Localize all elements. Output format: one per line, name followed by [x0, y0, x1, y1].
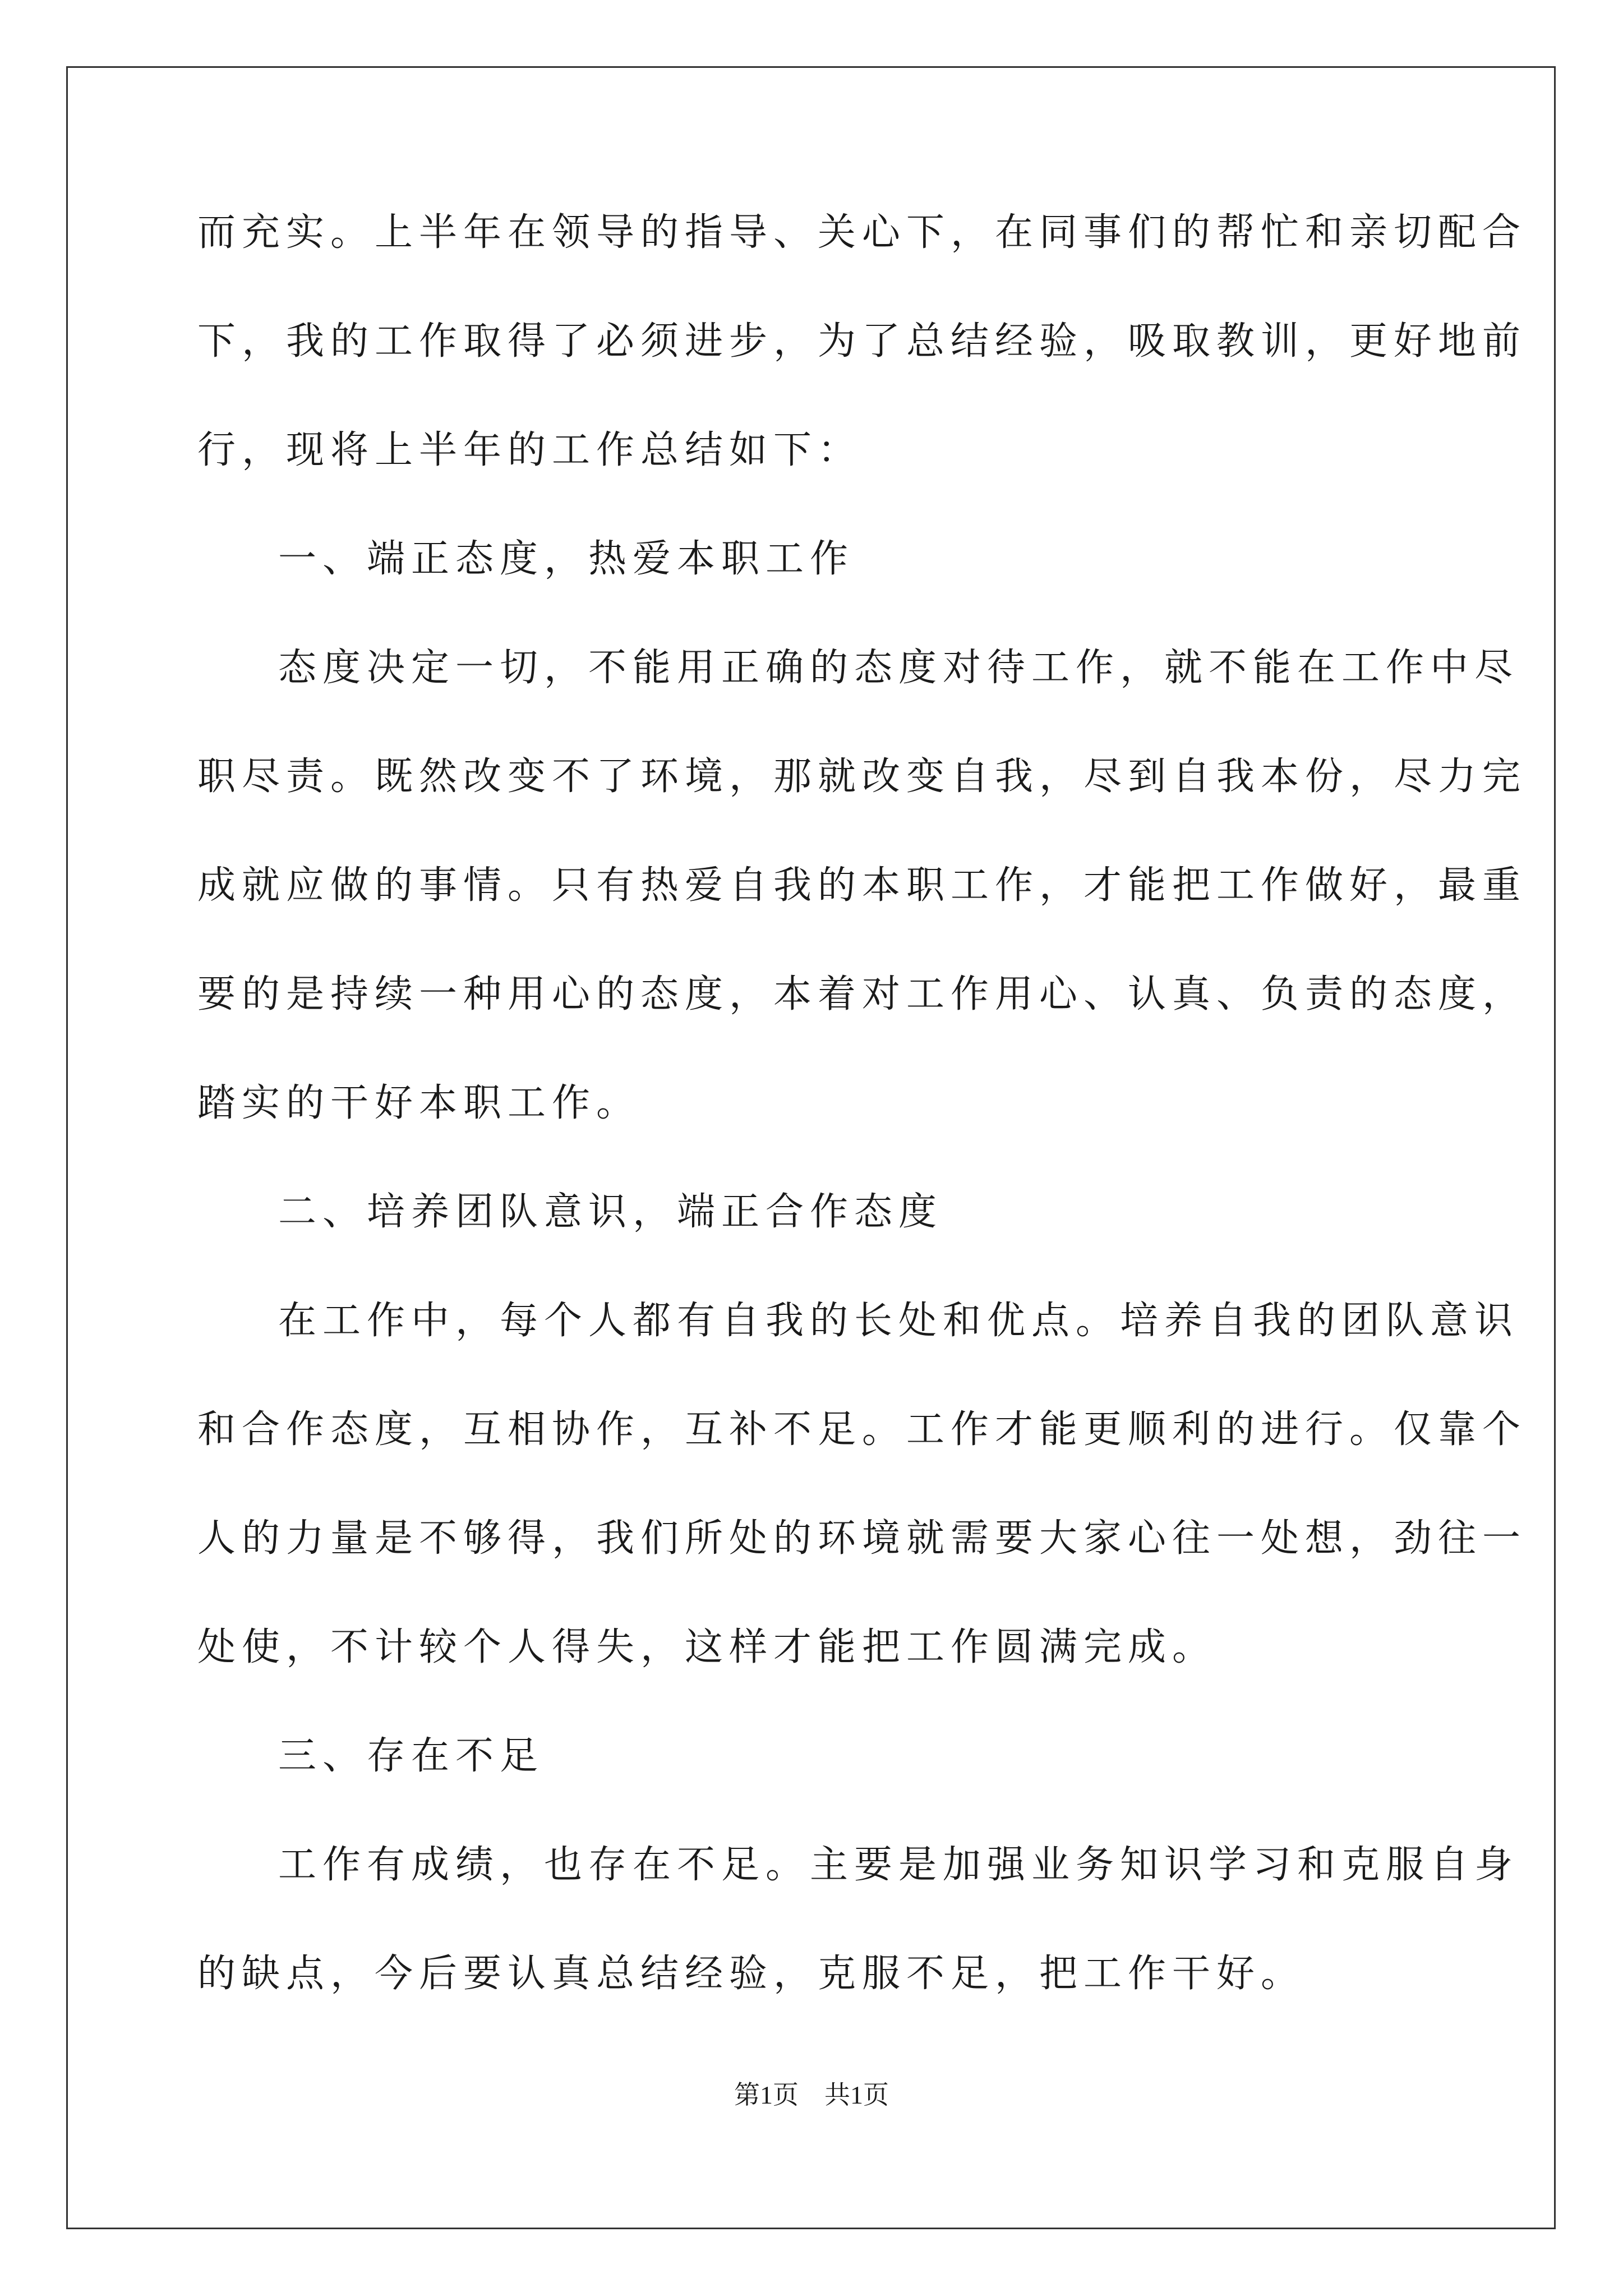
body-line-6: 职尽责。既然改变不了环境，那就改变自我，尽到自我本份，尽力完 — [197, 754, 1527, 799]
body-line-11: 在工作中，每个人都有自我的长处和优点。培养自我的团队意识 — [278, 1299, 1519, 1343]
body-line-8: 要的是持续一种用心的态度，本着对工作用心、认真、负责的态度， — [197, 972, 1527, 1016]
body-line-16: 工作有成绩，也存在不足。主要是加强业务知识学习和克服自身 — [278, 1843, 1519, 1887]
body-line-1: 而充实。上半年在领导的指导、关心下，在同事们的帮忙和亲切配合 — [197, 210, 1527, 255]
body-line-5: 态度决定一切，不能用正确的态度对待工作，就不能在工作中尽 — [278, 646, 1519, 690]
section-heading-2: 二、培养团队意识，端正合作态度 — [278, 1190, 943, 1234]
body-line-14: 处使，不计较个人得失，这样才能把工作圆满完成。 — [197, 1625, 1217, 1669]
body-line-3: 行，现将上半年的工作总结如下： — [197, 428, 863, 472]
body-line-12: 和合作态度，互相协作，互补不足。工作才能更顺利的进行。仅靠个 — [197, 1407, 1527, 1452]
body-line-17: 的缺点，今后要认真总结经验，克服不足，把工作干好。 — [197, 1952, 1306, 1996]
body-line-2: 下，我的工作取得了必须进步，为了总结经验，吸取教训，更好地前 — [197, 319, 1527, 364]
section-heading-1: 一、端正态度，热爱本职工作 — [278, 537, 855, 581]
page-footer: 第1页 共1页 — [734, 2081, 889, 2109]
body-line-13: 人的力量是不够得，我们所处的环境就需要大家心往一处想，劲往一 — [197, 1516, 1527, 1561]
body-line-7: 成就应做的事情。只有热爱自我的本职工作，才能把工作做好，最重 — [197, 863, 1527, 908]
body-line-9: 踏实的干好本职工作。 — [197, 1081, 641, 1125]
section-heading-3: 三、存在不足 — [278, 1734, 545, 1778]
page-border — [66, 66, 1556, 2229]
